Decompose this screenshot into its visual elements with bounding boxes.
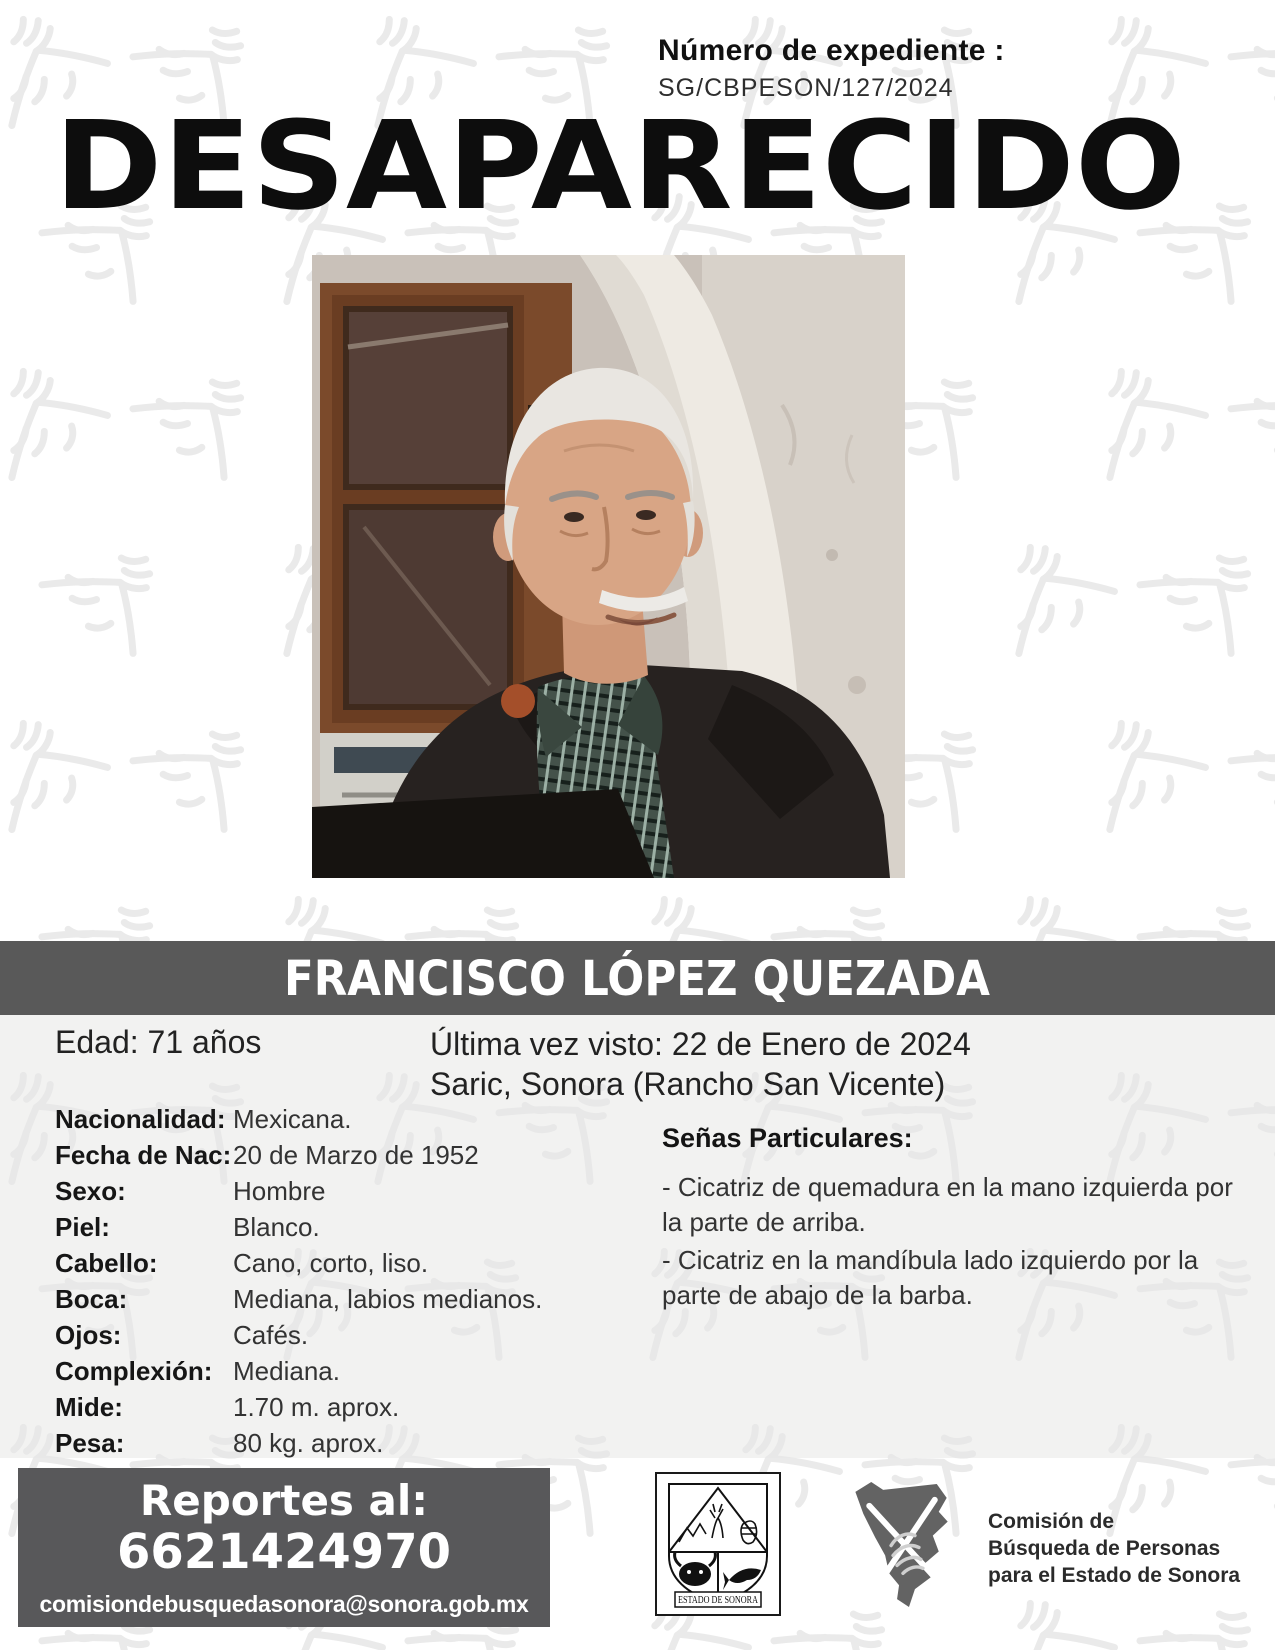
field-value: Blanco. bbox=[233, 1212, 320, 1242]
reports-label: Reportes al: bbox=[139, 1476, 429, 1525]
fields-list bbox=[55, 1101, 542, 1461]
watermark-hands-icon bbox=[0, 648, 133, 855]
senas-heading: Señas Particulares: bbox=[662, 1123, 913, 1153]
senas-item: - Cicatriz de quemadura en la mano izquierda por la parte de arriba. bbox=[662, 1172, 1233, 1237]
field-value: Mediana, labios medianos. bbox=[233, 1284, 543, 1314]
sonora-state-map-with-hands-icon bbox=[845, 1478, 965, 1613]
field-value: Hombre bbox=[233, 1176, 326, 1206]
field-row bbox=[55, 1281, 542, 1317]
field-row bbox=[55, 1245, 542, 1281]
field-value: Cano, corto, liso. bbox=[233, 1248, 429, 1278]
age-text: Edad: 71 años bbox=[55, 1024, 262, 1060]
field-row bbox=[55, 1209, 542, 1245]
field-row bbox=[55, 1425, 542, 1461]
last-seen-line1: Última vez visto: 22 de Enero de 2024 bbox=[430, 1026, 971, 1062]
watermark-hands-icon bbox=[17, 470, 228, 681]
field-label: Piel: bbox=[55, 1212, 110, 1242]
person-name: FRANCISCO LÓPEZ QUEZADA bbox=[284, 951, 1063, 1007]
watermark-hands-icon bbox=[934, 472, 1141, 679]
reports-box bbox=[18, 1468, 550, 1627]
commission-line: Comisión de bbox=[988, 1510, 1115, 1533]
watermark-hands-icon bbox=[1025, 296, 1232, 503]
watermark-hands-icon bbox=[108, 294, 319, 505]
name-banner bbox=[0, 941, 1275, 1015]
title-text: DESAPARECIDO bbox=[54, 106, 1186, 232]
senas-block bbox=[662, 1123, 1247, 1313]
expediente-label: Número de expediente : bbox=[658, 34, 1005, 67]
field-label: Ojos: bbox=[55, 1320, 122, 1350]
field-label: Complexión: bbox=[55, 1356, 213, 1386]
last-seen-block bbox=[430, 1024, 971, 1104]
field-value: Mediana. bbox=[233, 1356, 340, 1386]
watermark-hands-icon bbox=[108, 646, 319, 857]
field-value: 20 de Marzo de 1952 bbox=[233, 1140, 479, 1170]
field-row bbox=[55, 1137, 542, 1173]
watermark-hands-icon bbox=[1206, 294, 1275, 505]
field-row bbox=[55, 1317, 542, 1353]
field-label: Pesa: bbox=[55, 1428, 125, 1458]
info-section bbox=[0, 1015, 1275, 1458]
commission-line: para el Estado de Sonora bbox=[988, 1564, 1241, 1587]
field-row bbox=[55, 1353, 542, 1389]
coat-banner-label: ESTADO DE SONORA bbox=[678, 1595, 759, 1606]
field-label: Cabello: bbox=[55, 1248, 158, 1278]
field-value: Cafés. bbox=[233, 1320, 309, 1350]
last-seen-line2: Saric, Sonora (Rancho San Vicente) bbox=[430, 1066, 946, 1102]
field-label: Fecha de Nac: bbox=[55, 1140, 232, 1170]
field-label: Nacionalidad: bbox=[55, 1104, 226, 1134]
field-row bbox=[55, 1389, 542, 1425]
commission-text bbox=[988, 1508, 1240, 1589]
estado-de-sonora-coat-of-arms bbox=[655, 1472, 781, 1616]
senas-item: - Cicatriz en la mandíbula lado izquierdo por la parte de abajo de la barba. bbox=[662, 1245, 1199, 1310]
watermark-hands-icon bbox=[1025, 648, 1232, 855]
field-value: 1.70 m. aprox. bbox=[233, 1392, 400, 1422]
field-label: Boca: bbox=[55, 1284, 128, 1314]
field-row bbox=[55, 1173, 542, 1209]
commission-line: Búsqueda de Personas bbox=[988, 1537, 1221, 1560]
field-value: Mexicana. bbox=[233, 1104, 352, 1134]
watermark-hands-icon bbox=[1115, 470, 1275, 681]
field-label: Mide: bbox=[55, 1392, 123, 1422]
expediente-value: SG/CBPESON/127/2024 bbox=[658, 74, 954, 102]
reports-phone: 6621424970 bbox=[117, 1524, 451, 1580]
field-value: 80 kg. aprox. bbox=[233, 1428, 384, 1458]
expediente-block bbox=[658, 34, 1005, 103]
watermark-hands-icon bbox=[0, 296, 133, 503]
watermark-hands-icon bbox=[1206, 0, 1275, 152]
missing-person-portrait-photo bbox=[312, 255, 905, 878]
senas-list bbox=[662, 1170, 1247, 1313]
page-title bbox=[52, 106, 1192, 232]
watermark-hands-icon bbox=[1206, 646, 1275, 857]
portrait-illustration bbox=[312, 255, 905, 878]
reports-email: comisiondebusquedasonora@sonora.gob.mx bbox=[39, 1591, 529, 1617]
field-label: Sexo: bbox=[55, 1176, 126, 1206]
field-row bbox=[55, 1101, 542, 1137]
